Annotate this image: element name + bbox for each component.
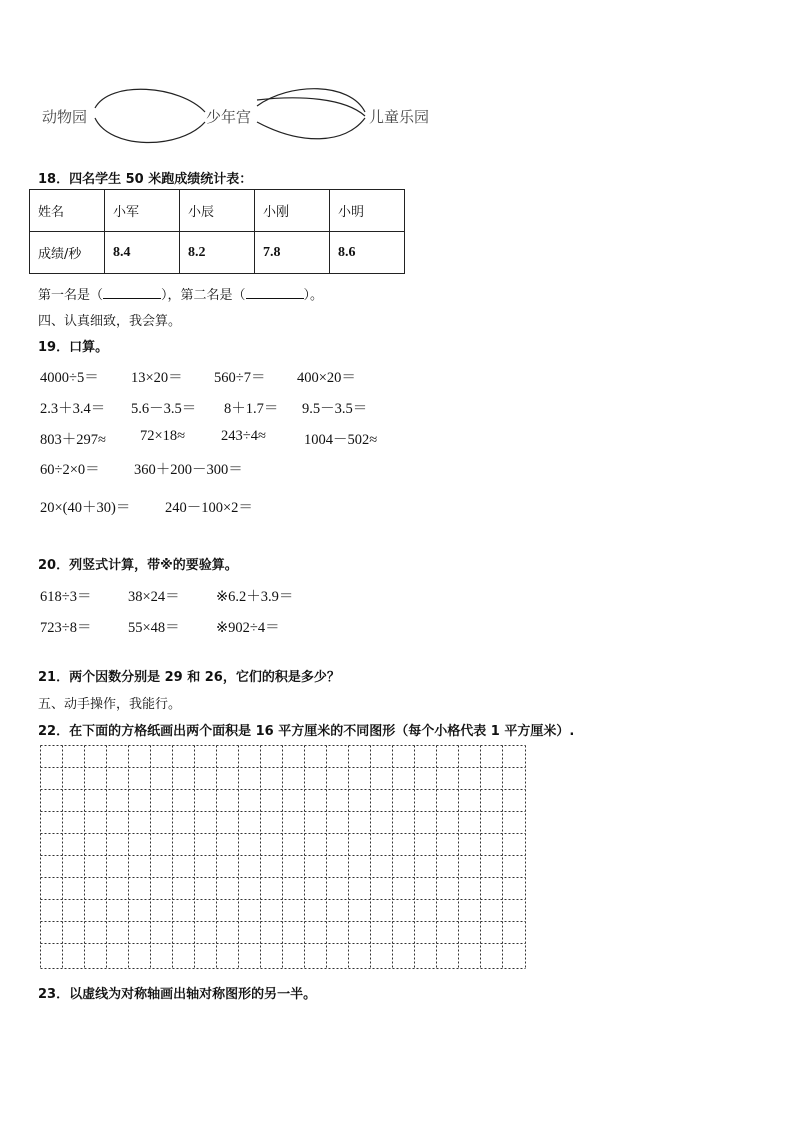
- table-cell: 小明: [330, 190, 405, 232]
- table-cell: 成绩/秒: [30, 232, 105, 274]
- expr: 72×18≈: [140, 428, 186, 444]
- section-5-heading: 五、动手操作，我能行。: [38, 697, 182, 712]
- q21-title: 21．两个因数分别是 29 和 26，它们的积是多少？: [38, 670, 340, 685]
- expr: 560÷7＝: [214, 370, 266, 386]
- answer-mid: ），第二名是（: [161, 288, 246, 303]
- q19-title: 19．口算。: [38, 340, 109, 355]
- grid-paper[interactable]: [40, 745, 528, 970]
- answer-blank-first[interactable]: [103, 287, 161, 299]
- answer-blank-second[interactable]: [246, 287, 304, 299]
- q22-title: 22．在下面的方格纸画出两个面积是 16 平方厘米的不同图形（每个小格代表 1 平方厘米）.: [38, 724, 575, 739]
- expr: 9.5－3.5＝: [302, 401, 368, 417]
- answer-prefix: 第一名是（: [38, 288, 104, 303]
- place-zoo: 动物园: [42, 108, 88, 126]
- table-cell: 小军: [105, 190, 180, 232]
- expr: ※902÷4＝: [216, 620, 280, 636]
- q18-title: 18．四名学生 50 米跑成绩统计表：: [38, 172, 253, 187]
- expr: ※6.2＋3.9＝: [216, 589, 294, 605]
- q23-title: 23．以虚线为对称轴画出轴对称图形的另一半。: [38, 987, 317, 1002]
- expr: 5.6－3.5＝: [131, 401, 197, 417]
- expr: 803＋297≈: [40, 432, 106, 448]
- expr: 1004－502≈: [304, 432, 378, 448]
- place-youth-palace: 少年宫: [206, 108, 252, 126]
- expr: 618÷3＝: [40, 589, 92, 605]
- expr: 723÷8＝: [40, 620, 92, 636]
- expr: 400×20＝: [297, 370, 356, 386]
- expr: 2.3＋3.4＝: [40, 401, 106, 417]
- expr: 55×48＝: [128, 620, 180, 636]
- table-row: [30, 190, 405, 232]
- q20-title: 20．列竖式计算，带※的要验算。: [38, 558, 238, 573]
- expr: 20×(40＋30)＝: [40, 500, 131, 516]
- table-cell: 8.6: [330, 232, 405, 274]
- expr: 4000÷5＝: [40, 370, 99, 386]
- section-4-heading: 四、认真细致，我会算。: [38, 314, 182, 329]
- expr: 13×20＝: [131, 370, 183, 386]
- route-arcs: [0, 0, 794, 160]
- place-kids-park: 儿童乐园: [369, 108, 430, 126]
- table-row: [30, 232, 405, 274]
- table-cell: 8.4: [105, 232, 180, 274]
- table-cell: 小刚: [255, 190, 330, 232]
- expr: 60÷2×0＝: [40, 462, 100, 478]
- expr: 240－100×2＝: [165, 500, 253, 516]
- table-cell: 姓名: [30, 190, 105, 232]
- answer-suffix: ）。: [303, 288, 324, 303]
- table-cell: 8.2: [180, 232, 255, 274]
- score-table: [29, 189, 405, 274]
- expr: 8＋1.7＝: [224, 401, 279, 417]
- q18-answer-line: [38, 284, 323, 303]
- table-cell: 7.8: [255, 232, 330, 274]
- expr: 360＋200－300＝: [134, 462, 243, 478]
- expr: 38×24＝: [128, 589, 180, 605]
- expr: 243÷4≈: [221, 428, 266, 444]
- table-cell: 小辰: [180, 190, 255, 232]
